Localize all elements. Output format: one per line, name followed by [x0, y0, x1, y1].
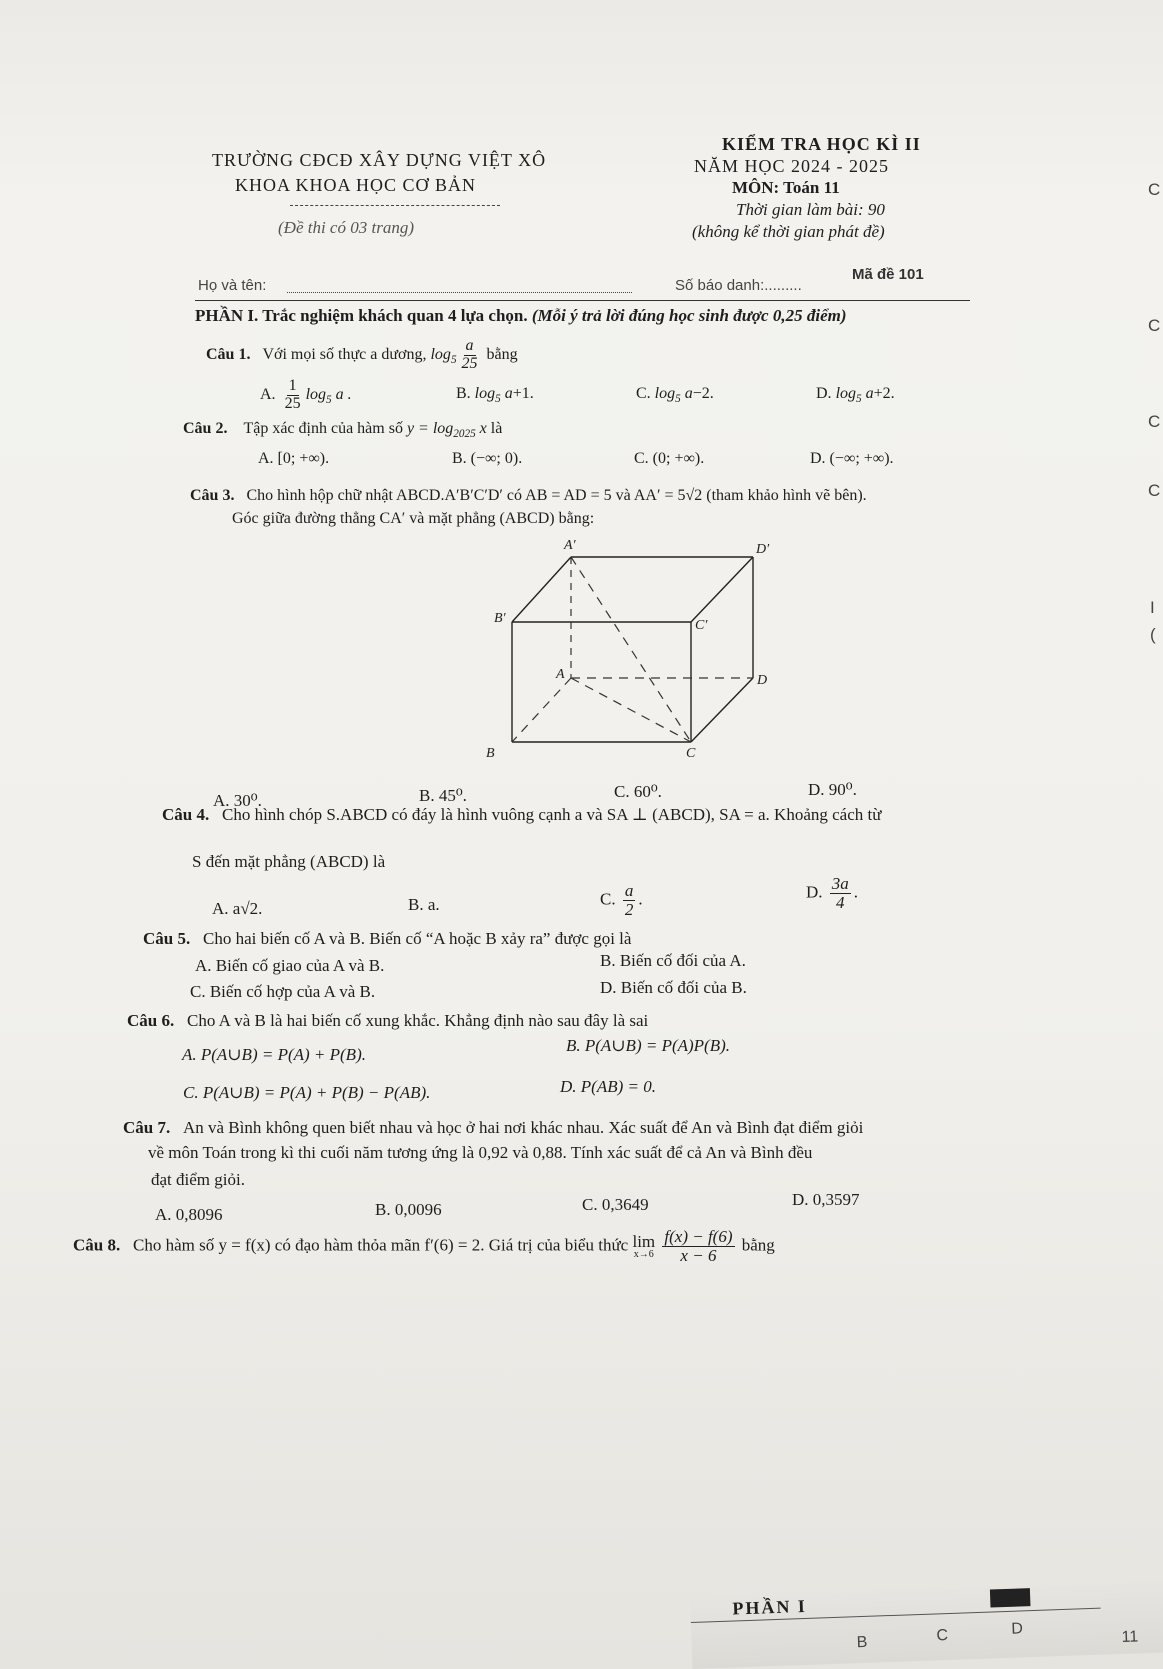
school-name: TRƯỜNG CĐCĐ XÂY DỰNG VIỆT XÔ — [212, 150, 547, 170]
q4-text-1: Cho hình chóp S.ABCD có đáy là hình vuông cạnh a và SA ⊥ (ABCD), SA = a. Khoảng cách từ — [221, 805, 882, 824]
next-page-c: C — [936, 1627, 949, 1645]
part-score-note: (Mỗi ý trả lời đúng học sinh được 0,25 điểm) — [531, 306, 847, 325]
q1-option-c: C. $\log_5 a-2$. — [636, 385, 714, 406]
q6-option-d: D. P(AB) = 0. — [560, 1077, 656, 1096]
q1-expr: $\log_5$ — [430, 345, 457, 367]
q8-limit: lim x→6 — [632, 1231, 656, 1260]
q5-option-d: D. Biến cố đối của B. — [600, 978, 747, 997]
q5-option-c: C. Biến cố hợp của A và B. — [190, 982, 376, 1001]
q3-option-c: C. 60⁰. — [614, 782, 662, 801]
q5-option-b: B. Biến cố đối của A. — [600, 951, 746, 970]
q1-label: Câu 1. — [206, 345, 251, 363]
header-divider — [290, 205, 500, 206]
candidate-id-label: Số báo danh:......... — [675, 277, 802, 294]
q3-text-1: Cho hình hộp chữ nhật ABCD.A′B′C′D′ có AB = AD = 5 và AA′ = 5√2 (tham khảo hình vẽ bên). — [246, 487, 867, 504]
page-count-note: (Đề thi có 03 trang) — [278, 218, 414, 237]
q2-option-d: D. (−∞; +∞). — [810, 450, 894, 467]
q2-label: Câu 2. — [183, 420, 228, 437]
name-label: Họ và tên: — [198, 277, 267, 294]
edge-c-d — [691, 678, 753, 742]
q6-label: Câu 6. — [127, 1011, 175, 1030]
edge-a1-b1 — [512, 557, 571, 622]
q8-fraction: $\frac{f(x) - f(6)}{x - 6}$ — [664, 1227, 733, 1265]
q1-text: Với mọi số thực a dương, — [262, 345, 427, 363]
next-page-d: D — [1010, 1620, 1024, 1638]
name-line — [287, 292, 632, 293]
question-2 — [183, 420, 502, 440]
duration-note: (không kể thời gian phát đề) — [692, 222, 885, 241]
q2-tail: là — [490, 420, 503, 437]
question-1 — [206, 338, 518, 373]
question-3 — [190, 487, 867, 505]
next-page-number: 11 — [1121, 1628, 1139, 1646]
part-title — [195, 306, 847, 326]
q3-label: Câu 3. — [190, 487, 235, 504]
q8-label: Câu 8. — [73, 1235, 121, 1255]
label-d: D — [757, 673, 768, 688]
q7-option-a: A. 0,8096 — [155, 1205, 223, 1224]
q6-text: Cho A và B là hai biến cố xung khắc. Khẳng định nào sau đây là sai — [186, 1011, 649, 1030]
q2-text: Tập xác định của hàm số — [243, 420, 403, 437]
school-year: NĂM HỌC 2024 - 2025 — [694, 156, 890, 176]
subject: MÔN: Toán 11 — [732, 178, 840, 197]
q1-option-a: A. $\frac{1}{25}$ $\log_5 a$ . — [260, 377, 352, 412]
q1-fraction: $\frac{a}{25}$ — [461, 337, 478, 372]
q8-tail: bằng — [741, 1235, 775, 1255]
q5-option-a: A. Biến cố giao của A và B. — [195, 956, 385, 975]
label-b1: B′ — [494, 611, 506, 626]
q2-expr: $y = \log_{2025} x$ — [406, 420, 487, 441]
edge-a-b — [512, 678, 571, 742]
q1-tail: bằng — [486, 345, 518, 363]
q6-option-a: A. P(A∪B) = P(A) + P(B). — [182, 1045, 366, 1064]
next-page-glimpse — [690, 1581, 1163, 1668]
q1-option-b: B. $\log_5 a+1$. — [456, 385, 534, 406]
q7-text-2: về môn Toán trong kì thi cuối năm tương ứng là 0,92 và 0,88. Tính xác suất để cả An và Bình đều — [148, 1143, 813, 1162]
q3-option-d: D. 90⁰. — [808, 780, 857, 799]
q2-option-a: A. [0; +∞). — [258, 450, 330, 467]
label-b: B — [486, 746, 495, 760]
q1-option-d: D. $\log_5 a+2$. — [816, 385, 895, 406]
q4-option-c: C. $\frac{a}{2}$ . — [600, 881, 643, 919]
label-a: A — [556, 667, 565, 682]
q4-option-d: D. $\frac{3a}{4}$ . — [806, 874, 859, 912]
margin-letter-3: C — [1148, 412, 1161, 431]
q2-option-c: C. (0; +∞). — [634, 450, 705, 467]
q6-option-c: C. P(A∪B) = P(A) + P(B) − P(AB). — [183, 1083, 431, 1102]
margin-letter-4: C — [1148, 481, 1161, 500]
box-figure — [480, 535, 780, 760]
next-page-title: PHẦN I — [732, 1595, 808, 1619]
q5-label: Câu 5. — [143, 929, 191, 948]
label-a1: A′ — [564, 538, 576, 553]
q3-option-a: A. 30⁰. — [213, 791, 262, 810]
q7-option-d: D. 0,3597 — [792, 1190, 860, 1209]
q4-option-b: B. a. — [408, 895, 440, 914]
q3-option-b: B. 45⁰. — [419, 786, 467, 805]
faculty-name: KHOA KHOA HỌC CƠ BẢN — [235, 175, 477, 195]
label-c: C — [686, 746, 696, 760]
q8-text: Cho hàm số y = f(x) có đạo hàm thỏa mãn f′(6) = 2. Giá trị của biểu thức — [132, 1235, 629, 1255]
black-marker — [990, 1588, 1031, 1607]
q3-text-2: Góc giữa đường thẳng CA′ và mặt phẳng (ABCD) bằng: — [232, 510, 595, 527]
margin-letter-6: ( — [1150, 625, 1156, 644]
next-page-b: B — [856, 1633, 868, 1652]
question-7 — [123, 1118, 863, 1138]
diagonal-a1-c — [571, 557, 691, 742]
q5-text: Cho hai biến cố A và B. Biến cố “A hoặc B xảy ra” được gọi là — [202, 929, 632, 948]
duration: Thời gian làm bài: 90 — [736, 200, 885, 219]
q4-label: Câu 4. — [162, 805, 210, 824]
margin-letter-1: C — [1148, 180, 1161, 199]
part-title-text: PHẦN I. Trắc nghiệm khách quan 4 lựa chọn. — [195, 306, 528, 325]
question-6 — [127, 1011, 648, 1031]
q7-option-c: C. 0,3649 — [582, 1195, 649, 1214]
label-c1: C′ — [695, 618, 708, 633]
margin-letter-2: C — [1148, 316, 1161, 335]
header-rule — [195, 300, 970, 301]
q6-option-b: B. P(A∪B) = P(A)P(B). — [566, 1036, 731, 1055]
diagonal-a-c — [571, 678, 691, 742]
q7-text-1: An và Bình không quen biết nhau và học ở hai nơi khác nhau. Xác suất để An và Bình đạt điểm giỏi — [182, 1118, 864, 1137]
q7-option-b: B. 0,0096 — [375, 1200, 442, 1219]
edge-d1-c1 — [691, 557, 753, 622]
question-4 — [162, 805, 881, 825]
margin-letter-5: I — [1150, 598, 1155, 617]
exam-code: Mã đề 101 — [852, 266, 924, 283]
question-8 — [73, 1228, 775, 1265]
q2-option-b: B. (−∞; 0). — [452, 450, 523, 467]
q7-text-3: đạt điểm giỏi. — [151, 1170, 245, 1189]
label-d1: D′ — [756, 542, 770, 557]
exam-title: KIỂM TRA HỌC KÌ II — [722, 134, 921, 154]
q7-label: Câu 7. — [123, 1118, 171, 1137]
q4-text-2: S đến mặt phẳng (ABCD) là — [192, 852, 386, 871]
question-5 — [143, 929, 631, 949]
q4-option-a: A. a√2. — [212, 899, 263, 918]
